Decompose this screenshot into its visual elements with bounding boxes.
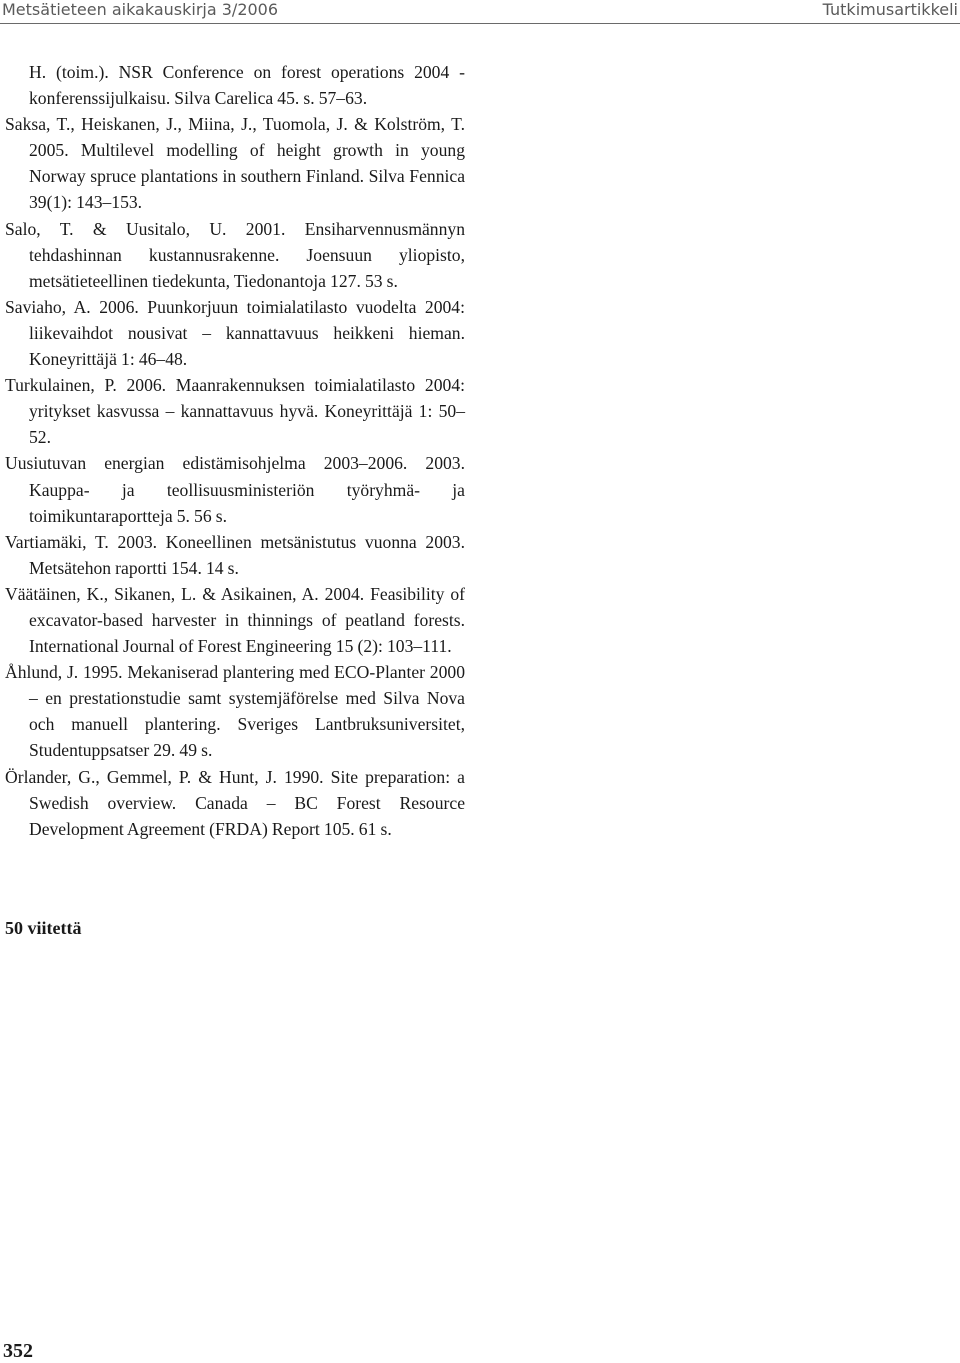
reference-item: Vartiamäki, T. 2003. Koneellinen metsänistutus vuonna 2003. Metsätehon raportti 154. 14 s. <box>5 531 465 578</box>
reference-item: Saksa, T., Heiskanen, J., Miina, J., Tuomola, J. & Kolström, T. 2005. Multilevel modelling of height growth in young Norway spruce plantations in southern Finland. Silva Fennica 39(1): 143–153. <box>5 114 465 213</box>
running-header <box>0 0 960 22</box>
reference-item: Saviaho, A. 2006. Puunkorjuun toimialatilasto vuodelta 2004: liikevaihdot nousivat – kannattavuus heikkeni hieman. Koneyrittäjä 1: 46–48. <box>5 296 465 370</box>
journal-title: Metsätieteen aikakauskirja 3/2006 <box>2 0 279 19</box>
reference-item: H. (toim.). NSR Conference on forest operations 2004 -konferenssijulkaisu. Silva Carelica 45. s. 57–63. <box>29 62 465 109</box>
reference-item: Uusiutuvan energian edistämisohjelma 2003–2006. 2003. Kauppa- ja teollisuusministeriön työryhmä- ja toimikuntaraportteja 5. 56 s. <box>5 453 465 526</box>
reference-item: Salo, T. & Uusitalo, U. 2001. Ensiharvennusmännyn tehdashinnan kustannusrakenne. Joensuun yliopisto, metsätieteellinen tiedekunta, Tiedonantoja 127. 53 s. <box>5 218 465 291</box>
reference-item: Åhlund, J. 1995. Mekaniserad plantering med ECO-Planter 2000 – en prestationstudie samt systemjäförelse med Silva Nova och manuell plantering. Sveriges Lantbruksuniversitet, Studentuppsatser 29. 49 s. <box>5 662 465 761</box>
reference-count: 50 viitettä <box>5 918 82 938</box>
reference-item: Turkulainen, P. 2006. Maanrakennuksen toimialatilasto 2004: yritykset kasvussa – kannattavuus hyvä. Koneyrittäjä 1: 50–52. <box>5 375 465 448</box>
header-rule <box>0 23 960 24</box>
section-label: Tutkimusartikkeli <box>822 0 958 19</box>
reference-item: Väätäinen, K., Sikanen, L. & Asikainen, A. 2004. Feasibility of excavator-based harvester in thinnings of peatland forests. International Journal of Forest Engineering 15 (2): 103–111. <box>5 583 465 657</box>
reference-item: Örlander, G., Gemmel, P. & Hunt, J. 1990. Site preparation: a Swedish overview. Canada – BC Forest Resource Development Agreement (FRDA) Report 105. 61 s. <box>5 766 465 839</box>
reference-list <box>5 59 465 842</box>
page-number: 352 <box>3 1340 33 1362</box>
